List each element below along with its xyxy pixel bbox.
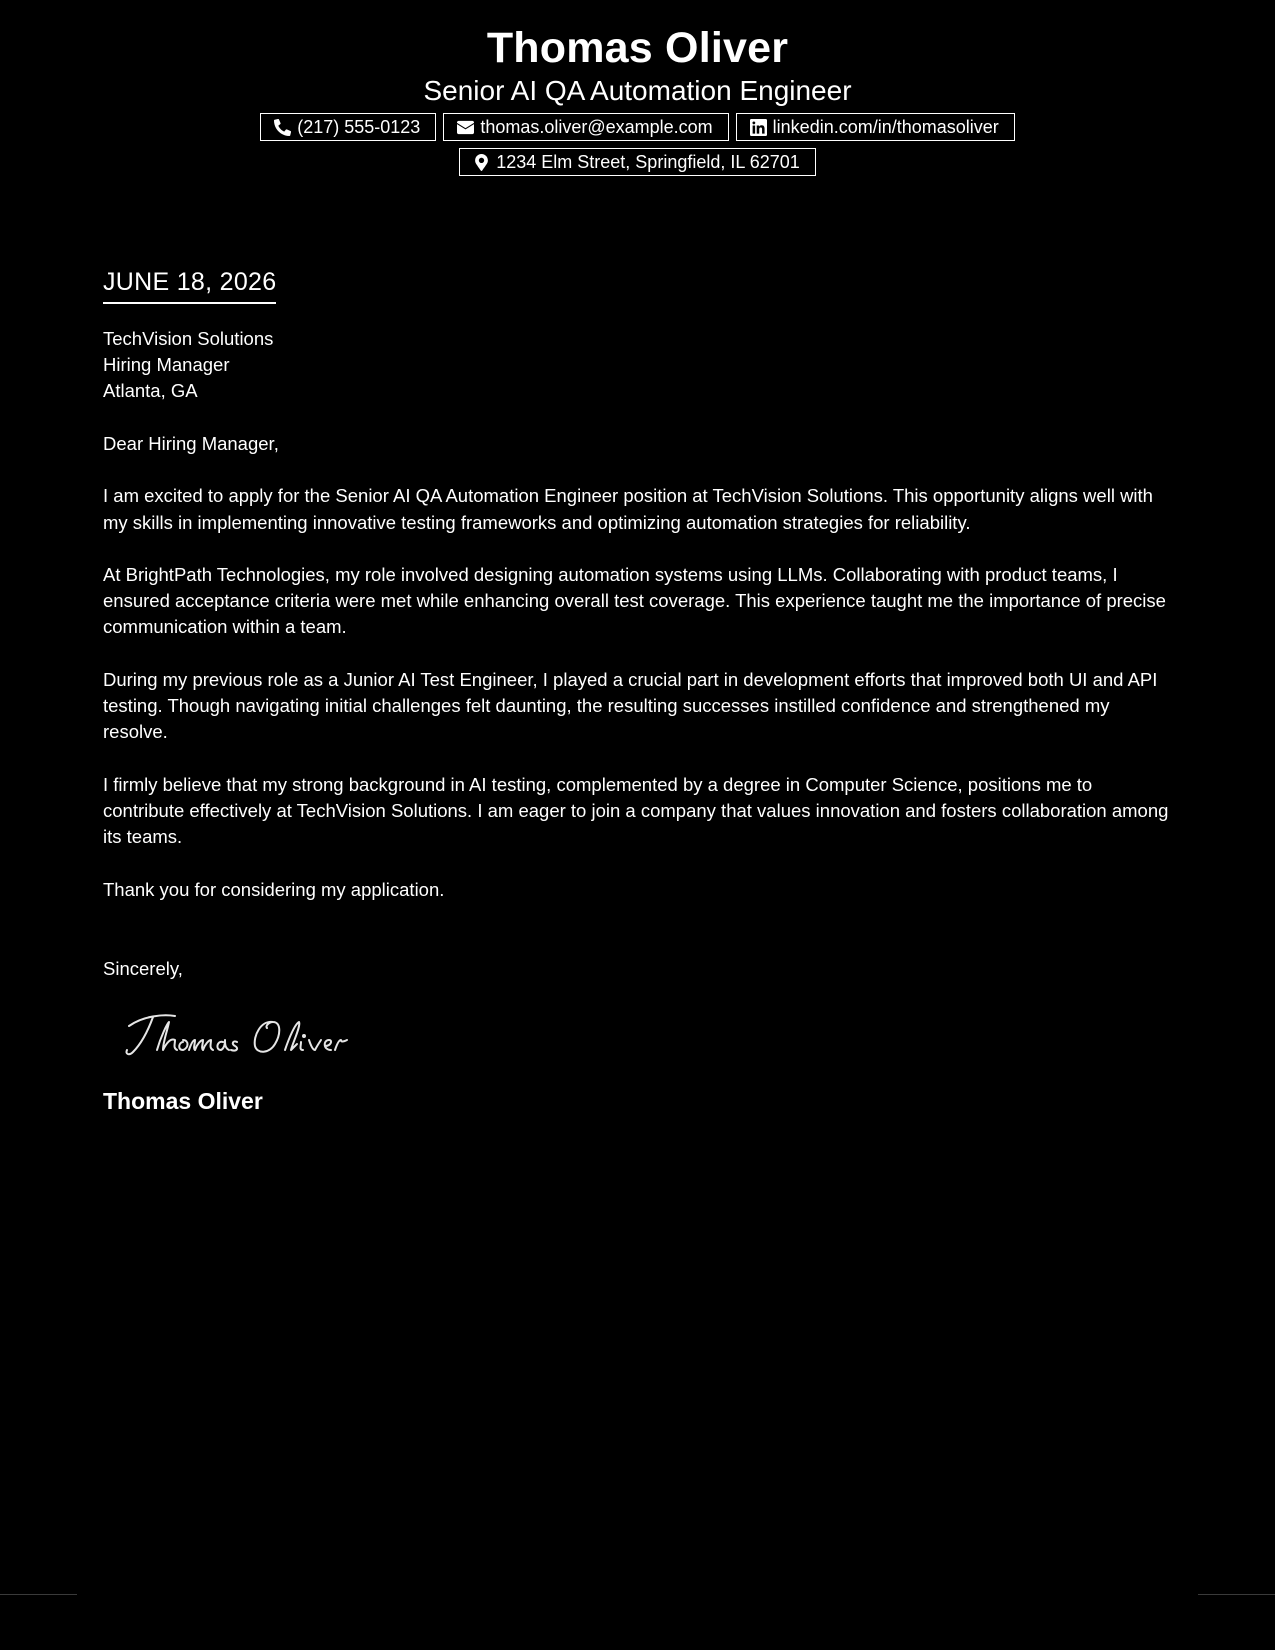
signature-image	[123, 1006, 353, 1066]
closing: Sincerely,	[103, 957, 183, 979]
contact-row-secondary	[0, 148, 1275, 176]
recipient-location: Atlanta, GA	[103, 380, 198, 401]
address-chip[interactable]	[459, 148, 816, 176]
email-chip[interactable]	[443, 113, 728, 141]
applicant-title: Senior AI QA Automation Engineer	[423, 75, 852, 106]
signer-name: Thomas Oliver	[103, 1088, 263, 1115]
phone-text: (217) 555-0123	[297, 116, 421, 137]
letter-body	[103, 266, 1178, 1116]
thank-you-paragraph: Thank you for considering my application.	[103, 878, 445, 900]
linkedin-icon	[750, 119, 767, 136]
applicant-name: Thomas Oliver	[486, 24, 789, 72]
footer-rule-left	[0, 1594, 77, 1595]
recipient-role: Hiring Manager	[103, 354, 230, 375]
footer-rule-right	[1198, 1594, 1275, 1595]
linkedin-chip[interactable]	[736, 113, 1015, 141]
recipient-company: TechVision Solutions	[103, 328, 274, 349]
salutation: Dear Hiring Manager,	[103, 433, 279, 454]
body-paragraph: During my previous role as a Junior AI Test Engineer, I played a crucial part in development efforts that improved both UI and API testing. Though navigating initial challenges felt daunting, the resulting successes instilled confidence and strengthened my resolve.	[103, 668, 1158, 743]
envelope-icon	[457, 119, 474, 136]
body-paragraph: At BrightPath Technologies, my role involved designing automation systems using LLMs. Collaborating with product teams, I ensured acceptance criteria were met while enhancing overall test coverage. This experience taught me the importance of precise communication within a team.	[103, 563, 1166, 638]
map-marker-icon	[473, 154, 490, 171]
phone-chip[interactable]	[260, 113, 436, 141]
contact-row-primary	[0, 113, 1275, 141]
letter-date: JUNE 18, 2026	[103, 266, 276, 304]
recipient-block	[103, 326, 1178, 404]
letter-header	[0, 22, 1275, 176]
email-text: thomas.oliver@example.com	[480, 116, 713, 137]
body-paragraph: I firmly believe that my strong background in AI testing, complemented by a degree in Computer Science, positions me to contribute effectively at TechVision Solutions. I am eager to join a company that values innovation and fosters collaboration among its teams.	[103, 773, 1169, 848]
linkedin-text: linkedin.com/in/thomasoliver	[772, 116, 999, 137]
phone-icon	[274, 119, 291, 136]
handwritten-signature	[123, 1006, 1178, 1066]
address-text: 1234 Elm Street, Springfield, IL 62701	[496, 151, 800, 172]
body-paragraph: I am excited to apply for the Senior AI QA Automation Engineer position at TechVision Solutions. This opportunity aligns well with my skills in implementing innovative testing frameworks and optimizing automation strategies for reliability.	[103, 485, 1153, 533]
